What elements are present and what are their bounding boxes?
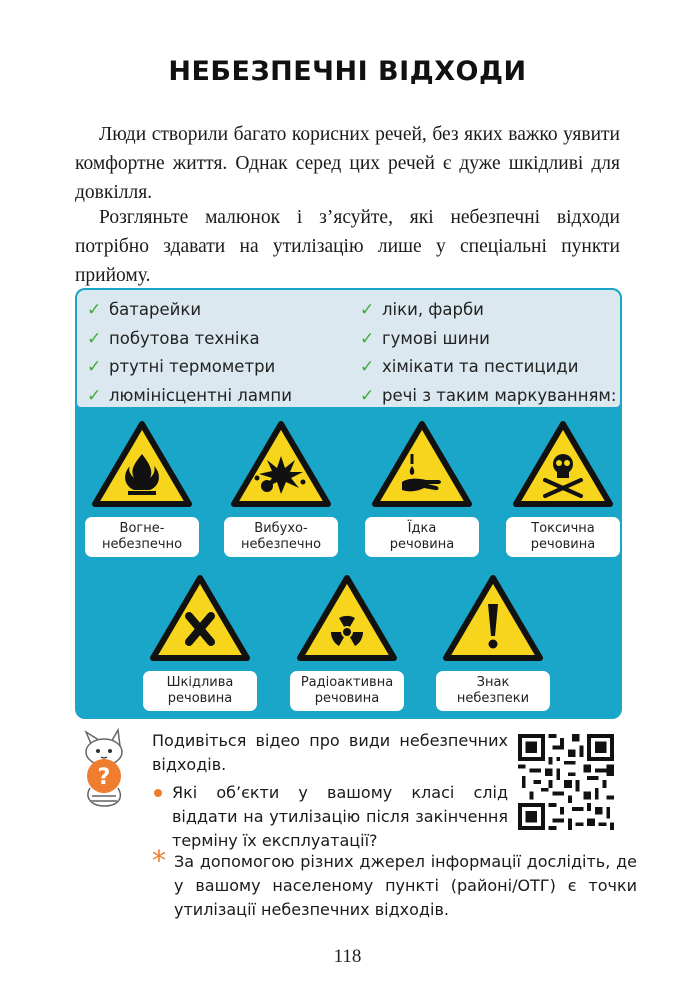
skull-icon <box>513 420 613 508</box>
waste-list-left <box>87 296 292 410</box>
page-number: 118 <box>333 946 362 967</box>
list-item: ✓ речі з таким маркуванням: <box>360 382 616 411</box>
research-task: * За допомогою різних джерел інформації дослідіть, де у вашому населеному пункті (районі/ОТГ) є точки утилізації небезпечних відходів. <box>152 844 637 919</box>
svg-text:?: ? <box>97 765 111 790</box>
hazard-panel <box>75 288 622 719</box>
list-item: ✓ батарейки <box>87 296 292 325</box>
list-item: ✓ гумові шини <box>360 325 616 354</box>
sign-radioactive <box>282 574 412 711</box>
bullet-icon <box>154 789 162 797</box>
radiation-icon <box>297 574 397 662</box>
list-item: ✓ побутова техніка <box>87 325 292 354</box>
sign-harmful <box>135 574 265 711</box>
check-icon: ✓ <box>360 300 375 320</box>
sign-flammable <box>77 420 207 557</box>
exclamation-icon <box>443 574 543 662</box>
sign-warning <box>428 574 558 711</box>
check-icon: ✓ <box>360 328 375 349</box>
sign-label: Радіоактивна речовина <box>290 671 404 711</box>
check-icon: ✓ <box>87 300 102 320</box>
sign-label: Їдка речовина <box>365 517 479 557</box>
video-block <box>152 729 508 853</box>
list-item: ✓ ртутні термометри <box>87 353 292 382</box>
sign-explosive <box>216 420 346 557</box>
list-item: ✓ ліки, фарби <box>360 296 616 325</box>
page-title: НЕБЕЗПЕЧНІ ВІДХОДИ <box>168 56 527 87</box>
corrosive-icon <box>372 420 472 508</box>
check-icon: ✓ <box>87 357 102 377</box>
sign-label: Вогне- небезпечно <box>85 517 199 557</box>
sign-toxic <box>498 420 622 557</box>
sign-label: Вибухо- небезпечно <box>224 517 338 557</box>
sign-label: Токсична речовина <box>506 517 620 557</box>
sign-label: Шкідлива речовина <box>143 671 257 711</box>
qr-code[interactable] <box>518 734 614 830</box>
task-paragraph: Розгляньте малюнок і з’ясуйте, які небезпечні відходи потрібно здавати на утилізацію лише у спеціальні пункти прийому. <box>75 207 620 286</box>
harmful-cross-icon <box>150 574 250 662</box>
list-item: ✓ люмінісцентні лампи <box>87 382 292 411</box>
check-icon: ✓ <box>360 385 375 406</box>
sign-label: Знак небезпеки <box>436 671 550 711</box>
video-text: Подивіться відео про види небезпечних відходів. <box>152 731 508 774</box>
explosion-icon <box>231 420 331 508</box>
star-icon: * <box>152 844 166 877</box>
check-icon: ✓ <box>360 357 375 377</box>
question-item: Які об’єкти у вашому класі слід віддати на утилізацію після закінчення терміну їх експлуатації? <box>152 781 508 853</box>
cat-question-icon <box>74 724 136 808</box>
list-item: ✓ хімікати та пестициди <box>360 353 616 382</box>
intro-paragraph: Люди створили багато корисних речей, без яких важко уявити комфортне життя. Однак серед цих речей є дуже шкідливі для довкілля. <box>75 124 620 203</box>
flame-icon <box>92 420 192 508</box>
check-icon: ✓ <box>87 385 102 406</box>
waste-list-right <box>360 296 616 410</box>
waste-list <box>75 288 622 409</box>
check-icon: ✓ <box>87 328 102 349</box>
sign-corrosive <box>357 420 487 557</box>
